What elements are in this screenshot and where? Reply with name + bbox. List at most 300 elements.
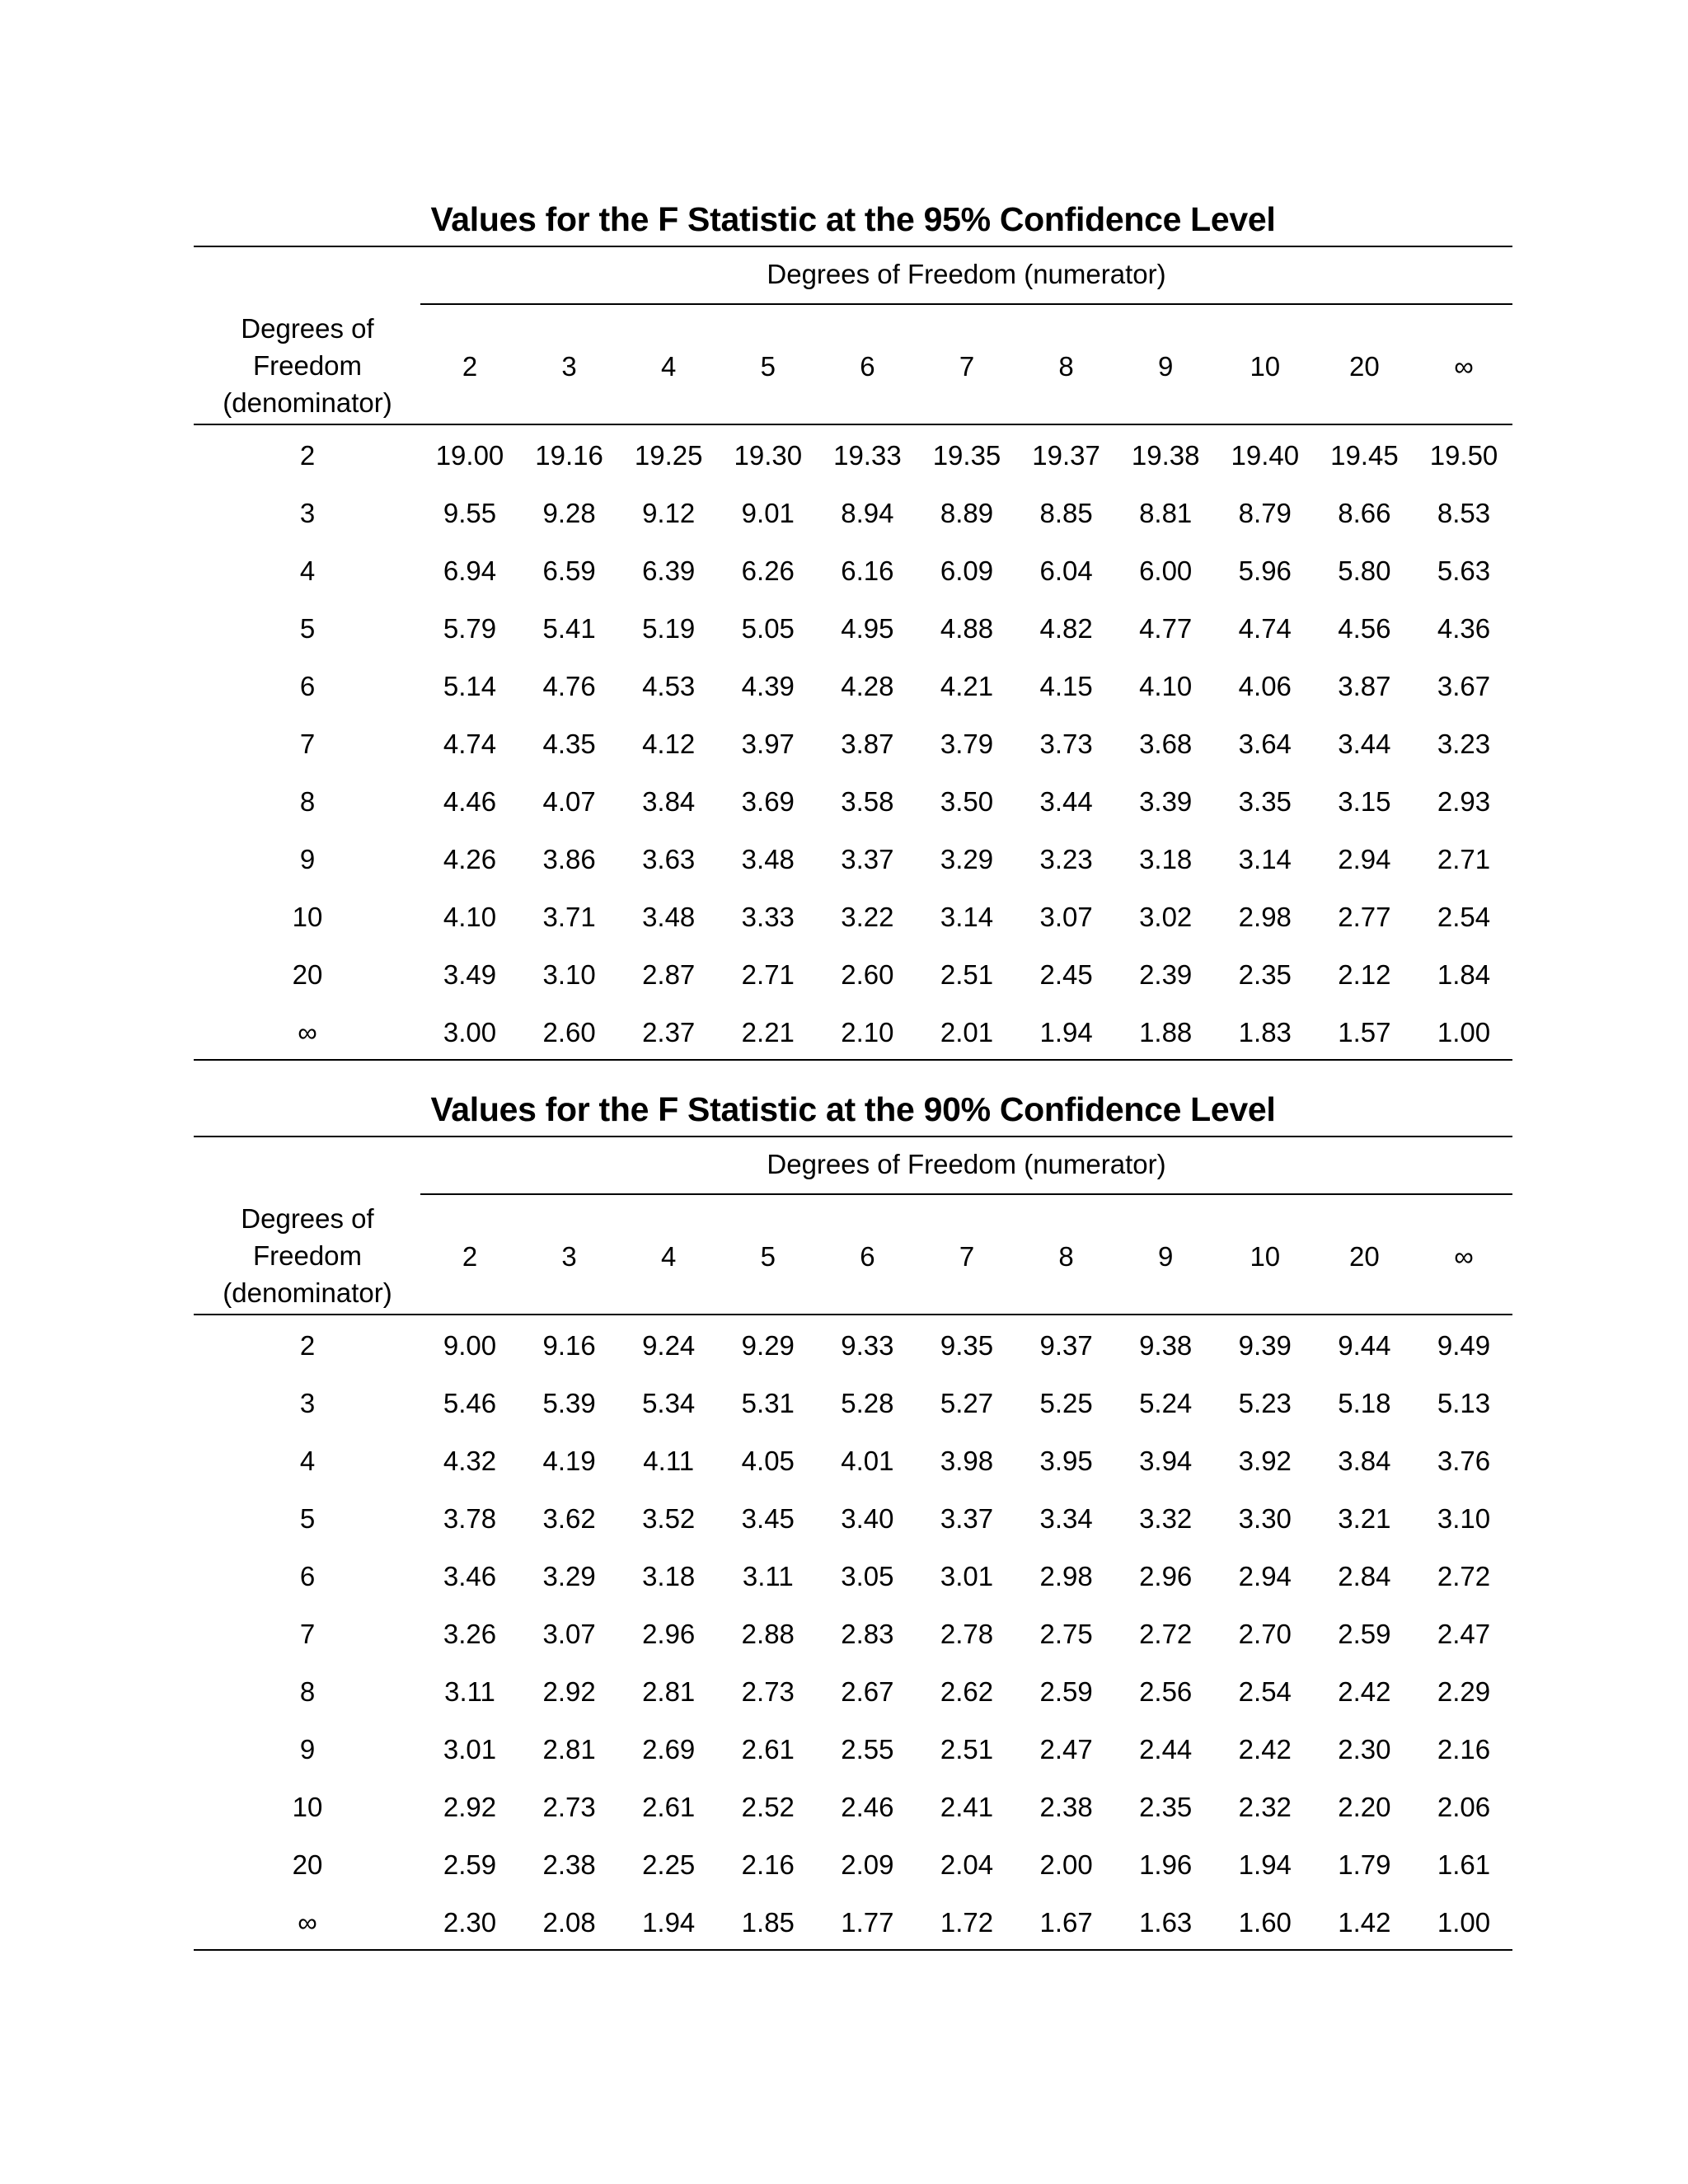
row-df-label: ∞ (298, 1907, 317, 1938)
f-value-cell: 5.34 (642, 1388, 696, 1418)
f-value-cell: 4.28 (841, 671, 894, 701)
f-value-cell: 19.40 (1231, 440, 1300, 471)
f-value-cell: 19.37 (1032, 440, 1100, 471)
f-value-cell: 4.77 (1139, 613, 1193, 644)
f-value-cell: 8.81 (1139, 498, 1193, 528)
f-value-cell: 2.00 (1039, 1849, 1093, 1880)
row-df-label: 3 (299, 498, 316, 528)
f-value-cell: 9.28 (542, 498, 596, 528)
f-value-cell: 3.29 (542, 1561, 596, 1591)
f-value-cell: 2.81 (542, 1734, 596, 1765)
f-value-cell: 2.93 (1437, 786, 1491, 817)
f-value-cell: 4.74 (1238, 613, 1292, 644)
f-value-cell: 3.14 (940, 902, 994, 932)
f-value-cell: 3.79 (940, 729, 994, 759)
column-header: ∞ (1454, 351, 1474, 382)
row-df-label: 3 (299, 1388, 316, 1418)
f-value-cell: 5.80 (1338, 555, 1391, 586)
top-rule (194, 1136, 1512, 1137)
f-value-cell: 1.88 (1139, 1017, 1193, 1047)
f-value-cell: 9.00 (443, 1330, 497, 1361)
f-value-cell: 2.52 (741, 1792, 795, 1822)
f-value-cell: 8.79 (1238, 498, 1292, 528)
f-value-cell: 2.83 (841, 1619, 894, 1649)
f-value-cell: 1.61 (1437, 1849, 1491, 1880)
denominator-label-line: Degrees of (241, 1203, 374, 1234)
f-value-cell: 9.12 (642, 498, 696, 528)
f-value-cell: 3.10 (542, 959, 596, 990)
f-value-cell: 2.16 (1437, 1734, 1491, 1765)
table-row (194, 901, 1512, 934)
f-value-cell: 3.01 (443, 1734, 497, 1765)
f-value-cell: 4.53 (642, 671, 696, 701)
f-value-cell: 5.14 (443, 671, 497, 701)
f-value-cell: 9.44 (1338, 1330, 1391, 1361)
f-value-cell: 3.84 (642, 786, 696, 817)
table-row (194, 843, 1512, 876)
f-value-cell: 3.98 (940, 1446, 994, 1476)
row-df-label: 5 (299, 613, 316, 644)
f-value-cell: 4.39 (741, 671, 795, 701)
f-value-cell: 3.23 (1039, 844, 1093, 874)
column-header: 9 (1158, 1241, 1174, 1272)
f-value-cell: 5.31 (741, 1388, 795, 1418)
f-value-cell: 5.23 (1238, 1388, 1292, 1418)
column-header: 3 (561, 1241, 577, 1272)
f-value-cell: 5.25 (1039, 1388, 1093, 1418)
f-value-cell: 9.39 (1238, 1330, 1292, 1361)
f-value-cell: 1.96 (1139, 1849, 1193, 1880)
column-header: 9 (1158, 351, 1174, 382)
f-value-cell: 3.87 (841, 729, 894, 759)
f-value-cell: 2.71 (741, 959, 795, 990)
row-df-label: 8 (299, 1676, 316, 1707)
f-value-cell: 2.87 (642, 959, 696, 990)
column-header: 20 (1349, 1241, 1380, 1272)
column-header: 4 (661, 351, 677, 382)
f-value-cell: 2.44 (1139, 1734, 1193, 1765)
f-value-cell: 9.01 (741, 498, 795, 528)
f-value-cell: 1.42 (1338, 1907, 1391, 1938)
f-value-cell: 5.46 (443, 1388, 497, 1418)
f-value-cell: 8.94 (841, 498, 894, 528)
table-row (194, 439, 1512, 472)
f-value-cell: 3.44 (1338, 729, 1391, 759)
f-value-cell: 2.38 (1039, 1792, 1093, 1822)
f-value-cell: 3.71 (542, 902, 596, 932)
denominator-label-line: (denominator) (223, 1277, 392, 1308)
f-value-cell: 3.23 (1437, 729, 1491, 759)
f-value-cell: 2.56 (1139, 1676, 1193, 1707)
f-value-cell: 3.48 (642, 902, 696, 932)
f-value-cell: 2.94 (1338, 844, 1391, 874)
f-value-cell: 2.72 (1437, 1561, 1491, 1591)
f-value-cell: 1.77 (841, 1907, 894, 1938)
f-value-cell: 1.83 (1238, 1017, 1292, 1047)
f-value-cell: 2.45 (1039, 959, 1093, 990)
f-value-cell: 3.40 (841, 1503, 894, 1534)
table-title: Values for the F Statistic at the 90% Confidence Level (430, 1090, 1276, 1128)
f-value-cell: 3.30 (1238, 1503, 1292, 1534)
f-value-cell: 2.73 (542, 1792, 596, 1822)
f-value-cell: 2.59 (1039, 1676, 1093, 1707)
f-value-cell: 9.16 (542, 1330, 596, 1361)
f-value-cell: 3.86 (542, 844, 596, 874)
column-header: 4 (661, 1241, 677, 1272)
f-value-cell: 2.06 (1437, 1792, 1491, 1822)
table-row (194, 612, 1512, 645)
denominator-label-line: Degrees of (241, 313, 374, 344)
denominator-label-line: (denominator) (223, 387, 392, 418)
f-value-cell: 3.78 (443, 1503, 497, 1534)
f-value-cell: 1.67 (1039, 1907, 1093, 1938)
f-value-cell: 9.37 (1039, 1330, 1093, 1361)
f-value-cell: 9.24 (642, 1330, 696, 1361)
column-header: 2 (462, 1241, 478, 1272)
f-value-cell: 9.29 (741, 1330, 795, 1361)
f-value-cell: 4.36 (1437, 613, 1491, 644)
row-df-label: 20 (292, 959, 323, 990)
f-value-cell: 3.29 (940, 844, 994, 874)
top-rule (194, 246, 1512, 247)
row-df-label: 10 (292, 902, 323, 932)
f-value-cell: 9.55 (443, 498, 497, 528)
denominator-label-line: Freedom (252, 1240, 363, 1271)
f-value-cell: 2.04 (940, 1849, 994, 1880)
column-header: 7 (959, 1241, 975, 1272)
f-value-cell: 3.07 (1039, 902, 1093, 932)
f-value-cell: 3.10 (1437, 1503, 1491, 1534)
f-value-cell: 3.07 (542, 1619, 596, 1649)
f-value-cell: 19.00 (435, 440, 504, 471)
column-header: 6 (860, 1241, 875, 1272)
f-value-cell: 6.16 (841, 555, 894, 586)
header-rule (194, 424, 1512, 425)
row-df-label: 7 (299, 729, 316, 759)
table-row (194, 1849, 1512, 1882)
f-value-cell: 19.30 (734, 440, 803, 471)
f-value-cell: 3.68 (1139, 729, 1193, 759)
f-value-cell: 5.13 (1437, 1388, 1491, 1418)
f-value-cell: 1.94 (1039, 1017, 1093, 1047)
f-value-cell: 4.15 (1039, 671, 1093, 701)
f-value-cell: 2.38 (542, 1849, 596, 1880)
column-header: 3 (561, 351, 577, 382)
denominator-label (194, 1200, 421, 1311)
table-row (194, 555, 1512, 588)
f-value-cell: 3.48 (741, 844, 795, 874)
f-value-cell: 4.01 (841, 1446, 894, 1476)
f-value-cell: 2.59 (443, 1849, 497, 1880)
table-row (194, 1387, 1512, 1420)
table-row (194, 497, 1512, 530)
f-value-cell: 3.76 (1437, 1446, 1491, 1476)
f-value-cell: 2.61 (741, 1734, 795, 1765)
f-value-cell: 3.14 (1238, 844, 1292, 874)
f-value-cell: 4.32 (443, 1446, 497, 1476)
f-value-cell: 3.62 (542, 1503, 596, 1534)
f-value-cell: 2.46 (841, 1792, 894, 1822)
f-value-cell: 5.27 (940, 1388, 994, 1418)
table-row (194, 958, 1512, 991)
f-value-cell: 3.95 (1039, 1446, 1093, 1476)
f-value-cell: 1.94 (642, 1907, 696, 1938)
table-row (194, 1445, 1512, 1478)
table-row (194, 1618, 1512, 1651)
f-value-cell: 1.85 (741, 1907, 795, 1938)
f-value-cell: 4.88 (940, 613, 994, 644)
f-value-cell: 5.05 (741, 613, 795, 644)
numerator-rule (420, 1193, 1512, 1195)
f-value-cell: 4.82 (1039, 613, 1093, 644)
f-value-cell: 1.57 (1338, 1017, 1391, 1047)
f-value-cell: 3.00 (443, 1017, 497, 1047)
f-value-cell: 3.73 (1039, 729, 1093, 759)
f-value-cell: 2.98 (1039, 1561, 1093, 1591)
f-value-cell: 3.63 (642, 844, 696, 874)
f-value-cell: 19.35 (932, 440, 1001, 471)
f-value-cell: 19.25 (634, 440, 703, 471)
f-value-cell: 3.67 (1437, 671, 1491, 701)
f-value-cell: 3.97 (741, 729, 795, 759)
f-value-cell: 2.12 (1338, 959, 1391, 990)
f-value-cell: 1.79 (1338, 1849, 1391, 1880)
f-value-cell: 2.29 (1437, 1676, 1491, 1707)
f-value-cell: 2.10 (841, 1017, 894, 1047)
f-value-cell: 3.69 (741, 786, 795, 817)
f-value-cell: 9.35 (940, 1330, 994, 1361)
f-value-cell: 2.35 (1139, 1792, 1193, 1822)
f-value-cell: 2.60 (542, 1017, 596, 1047)
row-df-label: 2 (299, 440, 316, 471)
column-header: 2 (462, 351, 478, 382)
f-value-cell: 3.58 (841, 786, 894, 817)
f-value-cell: 3.50 (940, 786, 994, 817)
f-value-cell: 2.69 (642, 1734, 696, 1765)
f-value-cell: 9.33 (841, 1330, 894, 1361)
f-value-cell: 5.28 (841, 1388, 894, 1418)
f-value-cell: 2.47 (1039, 1734, 1093, 1765)
column-header: 5 (760, 1241, 776, 1272)
f-value-cell: 3.15 (1338, 786, 1391, 817)
f-value-cell: 6.39 (642, 555, 696, 586)
f-value-cell: 2.84 (1338, 1561, 1391, 1591)
row-df-label: 9 (299, 844, 316, 874)
f-value-cell: 4.56 (1338, 613, 1391, 644)
f-value-cell: 19.38 (1131, 440, 1200, 471)
f-value-cell: 5.41 (542, 613, 596, 644)
f-value-cell: 2.96 (1139, 1561, 1193, 1591)
table-row (194, 1502, 1512, 1535)
f-value-cell: 4.10 (443, 902, 497, 932)
f-value-cell: 2.61 (642, 1792, 696, 1822)
f-value-cell: 1.72 (940, 1907, 994, 1938)
f-value-cell: 2.47 (1437, 1619, 1491, 1649)
f-value-cell: 2.16 (741, 1849, 795, 1880)
f-value-cell: 6.59 (542, 555, 596, 586)
f-value-cell: 3.46 (443, 1561, 497, 1591)
f-value-cell: 2.20 (1338, 1792, 1391, 1822)
f-value-cell: 2.08 (542, 1907, 596, 1938)
f-value-cell: 3.21 (1338, 1503, 1391, 1534)
f-value-cell: 2.09 (841, 1849, 894, 1880)
table-row (194, 670, 1512, 703)
f-value-cell: 2.60 (841, 959, 894, 990)
f-value-cell: 6.94 (443, 555, 497, 586)
f-value-cell: 3.37 (841, 844, 894, 874)
f-value-cell: 3.11 (742, 1561, 794, 1591)
f-value-cell: 2.41 (940, 1792, 994, 1822)
table-row (194, 1560, 1512, 1593)
f-value-cell: 3.44 (1039, 786, 1093, 817)
table-row (194, 1791, 1512, 1824)
f-value-cell: 3.33 (741, 902, 795, 932)
f-value-cell: 2.81 (642, 1676, 696, 1707)
f-value-cell: 3.22 (841, 902, 894, 932)
table-row (194, 1329, 1512, 1362)
row-df-label: ∞ (298, 1017, 317, 1047)
f-value-cell: 4.11 (643, 1446, 695, 1476)
f-value-cell: 2.42 (1238, 1734, 1292, 1765)
row-df-label: 7 (299, 1619, 316, 1649)
f-value-cell: 4.95 (841, 613, 894, 644)
column-header: 8 (1058, 1241, 1074, 1272)
f-value-cell: 3.94 (1139, 1446, 1193, 1476)
f-value-cell: 6.09 (940, 555, 994, 586)
f-value-cell: 2.92 (542, 1676, 596, 1707)
f-value-cell: 2.39 (1139, 959, 1193, 990)
f-value-cell: 3.39 (1139, 786, 1193, 817)
bottom-rule (194, 1949, 1512, 1951)
f-value-cell: 4.46 (443, 786, 497, 817)
f-value-cell: 3.35 (1238, 786, 1292, 817)
f-value-cell: 2.35 (1238, 959, 1292, 990)
f-value-cell: 4.05 (741, 1446, 795, 1476)
f-value-cell: 4.07 (542, 786, 596, 817)
f-value-cell: 3.18 (642, 1561, 696, 1591)
f-value-cell: 19.50 (1429, 440, 1498, 471)
row-df-label: 4 (299, 555, 316, 586)
row-df-label: 10 (292, 1792, 323, 1822)
table-row (194, 785, 1512, 818)
f-value-cell: 2.75 (1039, 1619, 1093, 1649)
numerator-rule (420, 303, 1512, 305)
numerator-label: Degrees of Freedom (numerator) (767, 1149, 1166, 1179)
f-value-cell: 8.85 (1039, 498, 1093, 528)
f-value-cell: 3.05 (841, 1561, 894, 1591)
f-value-cell: 19.16 (535, 440, 603, 471)
column-header: 5 (760, 351, 776, 382)
f-value-cell: 4.26 (443, 844, 497, 874)
f-value-cell: 3.49 (443, 959, 497, 990)
column-header: ∞ (1454, 1241, 1474, 1272)
f-value-cell: 2.70 (1238, 1619, 1292, 1649)
f-value-cell: 2.72 (1139, 1619, 1193, 1649)
f-value-cell: 3.32 (1139, 1503, 1193, 1534)
f-value-cell: 4.19 (542, 1446, 596, 1476)
f-value-cell: 2.30 (1338, 1734, 1391, 1765)
f-value-cell: 2.42 (1338, 1676, 1391, 1707)
bottom-rule (194, 1059, 1512, 1061)
f-value-cell: 3.34 (1039, 1503, 1093, 1534)
row-df-label: 6 (299, 1561, 316, 1591)
f-value-cell: 1.60 (1238, 1907, 1292, 1938)
f-value-cell: 3.87 (1338, 671, 1391, 701)
f-value-cell: 8.66 (1338, 498, 1391, 528)
f-value-cell: 5.19 (642, 613, 696, 644)
f-value-cell: 2.51 (940, 959, 994, 990)
f-value-cell: 3.45 (741, 1503, 795, 1534)
f-value-cell: 4.21 (940, 671, 994, 701)
column-header: 10 (1250, 351, 1281, 382)
f-value-cell: 1.63 (1139, 1907, 1193, 1938)
f-value-cell: 4.06 (1238, 671, 1292, 701)
row-df-label: 8 (299, 786, 316, 817)
f-value-cell: 9.38 (1139, 1330, 1193, 1361)
f-value-cell: 4.12 (642, 729, 696, 759)
f-value-cell: 2.67 (841, 1676, 894, 1707)
column-header: 7 (959, 351, 975, 382)
table-row (194, 1906, 1512, 1939)
f-value-cell: 3.84 (1338, 1446, 1391, 1476)
f-value-cell: 4.74 (443, 729, 497, 759)
f-value-cell: 2.21 (741, 1017, 795, 1047)
f-value-cell: 5.39 (542, 1388, 596, 1418)
column-header: 10 (1250, 1241, 1281, 1272)
f-value-cell: 8.89 (940, 498, 994, 528)
f-value-cell: 2.62 (940, 1676, 994, 1707)
f-value-cell: 1.00 (1437, 1907, 1491, 1938)
f-value-cell: 2.88 (741, 1619, 795, 1649)
f-value-cell: 6.26 (741, 555, 795, 586)
f-value-cell: 5.96 (1238, 555, 1292, 586)
f-value-cell: 9.49 (1437, 1330, 1491, 1361)
table-row (194, 728, 1512, 761)
f-value-cell: 3.37 (940, 1503, 994, 1534)
f-value-cell: 2.54 (1238, 1676, 1292, 1707)
f-value-cell: 2.94 (1238, 1561, 1292, 1591)
f-value-cell: 6.04 (1039, 555, 1093, 586)
f-value-cell: 2.37 (642, 1017, 696, 1047)
f-value-cell: 1.84 (1437, 959, 1491, 990)
f-value-cell: 2.59 (1338, 1619, 1391, 1649)
numerator-label: Degrees of Freedom (numerator) (767, 259, 1166, 289)
f-value-cell: 6.00 (1139, 555, 1193, 586)
f-value-cell: 5.24 (1139, 1388, 1193, 1418)
f-value-cell: 2.78 (940, 1619, 994, 1649)
f-value-cell: 3.92 (1238, 1446, 1292, 1476)
row-df-label: 9 (299, 1734, 316, 1765)
f-value-cell: 4.76 (542, 671, 596, 701)
table-row (194, 1675, 1512, 1708)
denominator-label (194, 310, 421, 421)
f-value-cell: 2.55 (841, 1734, 894, 1765)
f-value-cell: 3.11 (444, 1676, 495, 1707)
row-df-label: 5 (299, 1503, 316, 1534)
f-value-cell: 2.71 (1437, 844, 1491, 874)
row-df-label: 6 (299, 671, 316, 701)
f-value-cell: 4.10 (1139, 671, 1193, 701)
f-value-cell: 2.30 (443, 1907, 497, 1938)
f-value-cell: 2.01 (940, 1017, 994, 1047)
f-value-cell: 2.51 (940, 1734, 994, 1765)
f-value-cell: 2.25 (642, 1849, 696, 1880)
f-value-cell: 2.92 (443, 1792, 497, 1822)
f-value-cell: 3.26 (443, 1619, 497, 1649)
header-rule (194, 1314, 1512, 1315)
f-value-cell: 5.63 (1437, 555, 1491, 586)
f-value-cell: 3.52 (642, 1503, 696, 1534)
